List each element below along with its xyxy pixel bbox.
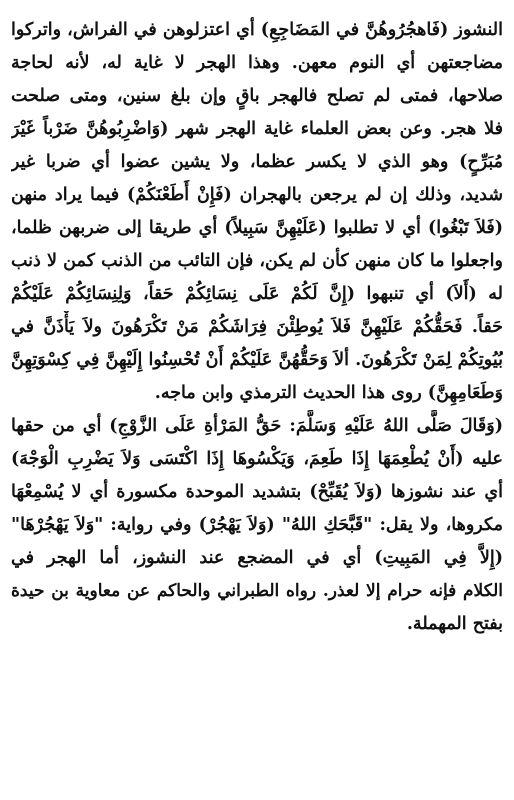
text-line-7: (فَلاَ تَبْغُوا) أي لا تطلبوا (عَلَيْهِنَّ سَبِيلاً) أي طريقا إلى ضربهن ظلما، [11,218,503,238]
text-line-17: (إِلاَّ فِي المَبِيتِ) أي في المضجع عند النشوز، أما الهجر في [11,548,503,568]
text-line-19: بفتح المهملة. [406,614,503,634]
text-line-9: له (أَلاَ) أي تنبهوا (إِنَّ لَكُمْ عَلَى نِسَائِكُمْ حَقاً، وَلِنِسَائِكُمْ عَلَيْكُمْ [11,284,503,304]
text-line-2: مضاجعتهن أي النوم معهن. وهذا الهجر لا غاية له، لأنه لحاجة [11,53,503,73]
text-line-15: أي عند نشوزها (وَلاَ يُقَبِّحْ) بتشديد الموحدة مكسورة أي لا يُسْمِعْهَا [11,482,503,502]
text-line-5: مُبَرِّحٍ) وهو الذي لا يكسر عظما، ولا يشين عضوا أي ضربا غير [11,152,503,172]
text-line-10: حَقاً. فَحَقُّكُمْ عَلَيْهِنَّ فَلاَ يُوطِئْنَ فِرَاشَكُمْ مَنْ تَكْرَهُونَ ولاَ يَأْذَنَّ في [11,317,503,337]
text-line-4: فلا هجر. وعن بعض العلماء غاية الهجر شهر (وَاضْرِبُوهُنَّ ضَرْباً غَيْرَ [11,119,503,139]
text-line-14: عليه (أَنْ يُطْعِمَهَا إِذَا طَعِمَ، وَيَكْسُوهَا إِذَا اكْتَسَى وَلاَ يَضْرِبِ الْوَجْهَ) [11,449,503,469]
text-line-11: بُيُوتِكُمْ لِمَنْ تَكْرَهُونَ. ألاَ وَحَقُّهُنَّ عَلَيْكُمْ أَنْ تُحْسِنُوا إِلَيْهِنَّ فِي كِسْوَتِهِنَّ [11,350,503,370]
text-line-3: صلاحها، فمتى لم تصلح فالهجر باقٍ وإن بلغ سنين، ومتى صلحت [11,86,503,106]
text-line-1: النشوز (فَاهجُرُوهُنَّ في المَضَاجِعِ) أي اعتزلوهن في الفراش، واتركوا [11,20,503,40]
text-line-18: الكلام فإنه حرام إلا لعذر. رواه الطبراني والحاكم عن معاوية بن حيدة [11,581,503,601]
text-line-16: مكروها، ولا يقل: "قَبَّحَكِ اللهُ" (وَلاَ يَهْجُرْ) وفي رواية: "وَلاَ يَهْجُرْهَا" [11,515,503,535]
text-line-6: شديد، وذلك إن لم يرجعن بالهجران (فَإِنْ أَطَعْنَكُمْ) فيما يراد منهن [11,185,503,205]
text-line-8: واجعلوا ما كان منهن كأن لم يكن، فإن التائب من الذنب كمن لا ذنب [11,251,503,271]
text-line-13: (وَقَالَ صَلَّى اللهُ عَلَيْهِ وَسَلَّمَ: حَقُّ المَرْأةِ عَلَى الزَّوْجِ) أي من حقها [11,416,503,436]
text-line-12: وَطَعَامِهِنَّ) روى هذا الحديث الترمذي وابن ماجه. [154,383,503,403]
